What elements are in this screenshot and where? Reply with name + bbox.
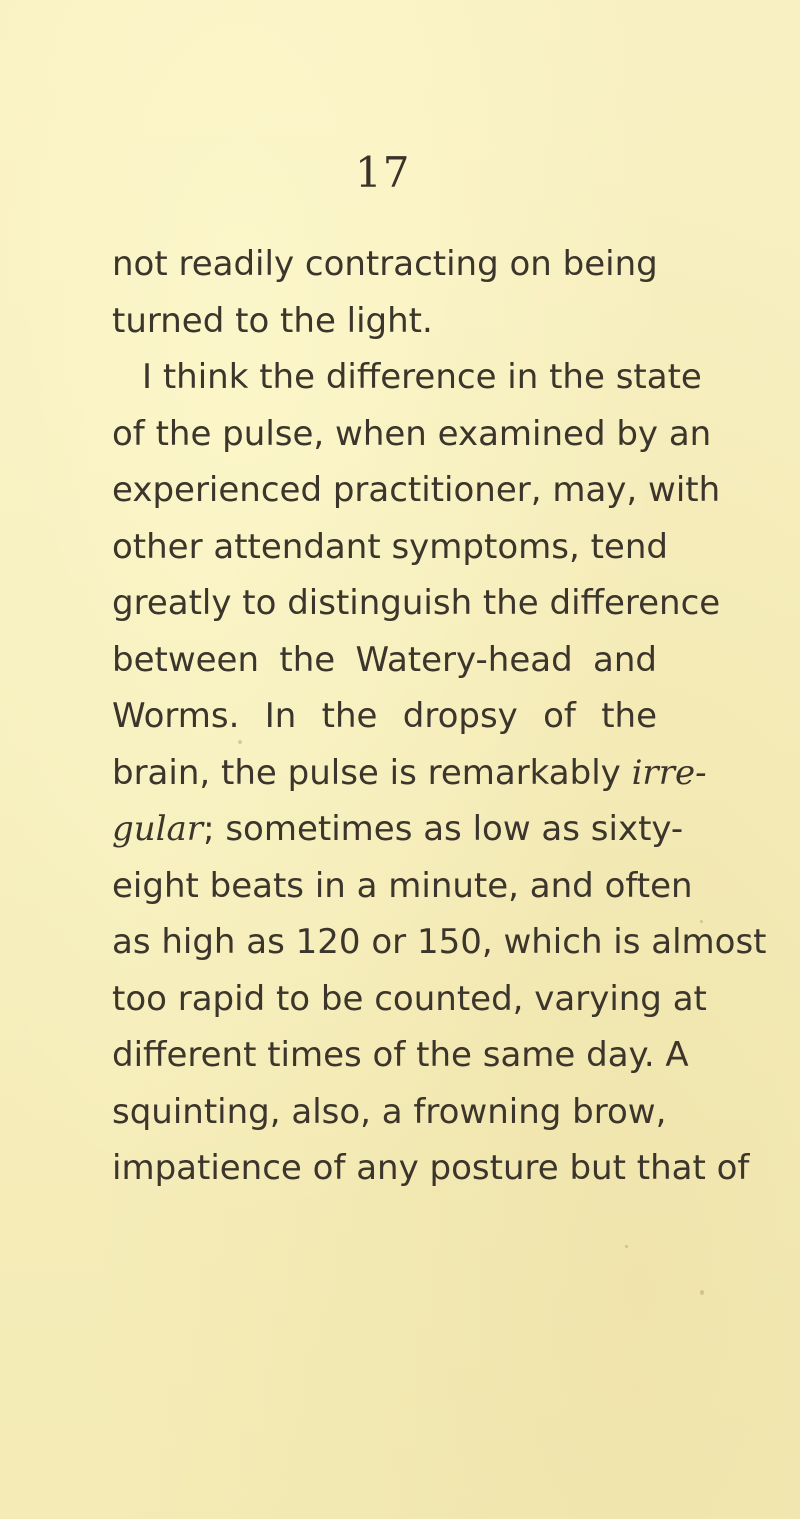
text-line [112, 801, 684, 858]
text-segment: different times of the same day. A [112, 1035, 689, 1075]
text-line [112, 632, 657, 689]
text-line [112, 349, 702, 406]
text-line [112, 1027, 689, 1084]
text-segment: ; sometimes as low as sixty- [203, 809, 684, 849]
text-segment: other attendant symptoms, tend [112, 526, 668, 567]
text-segment: experienced practitioner, may, with [112, 470, 721, 510]
text-line [112, 293, 657, 350]
paper-speck [700, 920, 703, 923]
text-segment: between the Watery-head and [112, 639, 657, 680]
text-line [112, 858, 693, 915]
text-line [112, 914, 767, 971]
text-line [112, 688, 657, 745]
text-line [112, 462, 721, 519]
text-segment: too rapid to be counted, varying at [112, 978, 707, 1019]
italic-text-segment: irre- [631, 752, 707, 793]
text-line [112, 406, 712, 463]
text-segment: eight beats in a minute, and often [112, 865, 693, 906]
paper-speck [700, 1290, 704, 1295]
page-number: 17 [355, 148, 411, 197]
text-segment: as high as 120 or 150, which is almost [112, 922, 767, 962]
text-line [112, 575, 721, 632]
text-segment: squinting, also, a frowning brow, [112, 1091, 667, 1132]
text-line [112, 236, 657, 293]
text-segment: I think the difference in the state [142, 357, 702, 397]
text-line [112, 519, 668, 576]
text-segment: Worms. In the dropsy of the [112, 696, 657, 736]
paper-speck [625, 1245, 628, 1248]
text-segment: brain, the pulse is remarkably [112, 752, 632, 793]
text-segment: not readily contracting on being [112, 244, 658, 284]
text-segment: of the pulse, when examined by an [112, 413, 712, 454]
text-segment: impatience of any posture but that of [112, 1148, 750, 1188]
italic-text-segment: gular [112, 809, 204, 849]
text-line [112, 745, 707, 802]
text-line [112, 1084, 667, 1141]
text-line [112, 1140, 750, 1197]
body-text [112, 236, 767, 1197]
text-line [112, 971, 707, 1028]
text-segment: greatly to distinguish the difference [112, 583, 721, 623]
paper-speck [238, 740, 242, 744]
text-segment: turned to the light. [112, 300, 433, 341]
